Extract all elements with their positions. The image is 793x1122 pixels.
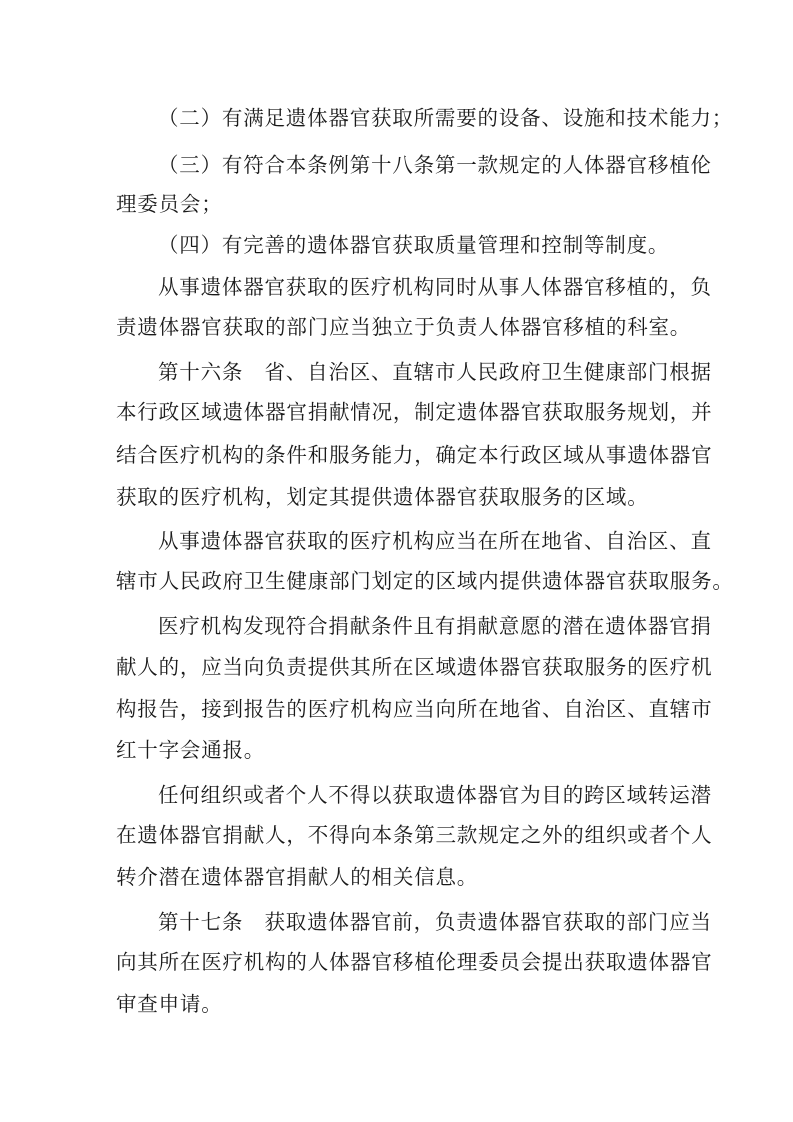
paragraph-line: 献人的，应当向负责提供其所在区域遗体器官获取服务的医疗机 (116, 655, 713, 679)
paragraph-line: 转介潜在遗体器官捐献人的相关信息。 (116, 865, 479, 889)
paragraph-line: 任何组织或者个人不得以获取遗体器官为目的跨区域转运潜 (158, 783, 712, 807)
article-17-line: 审查申请。 (116, 992, 223, 1016)
paragraph-line: 红十字会通报。 (116, 738, 266, 762)
paragraph-line: 医疗机构发现符合捐献条件且有捐献意愿的潜在遗体器官捐 (158, 614, 712, 638)
article-17-line: 向其所在医疗机构的人体器官移植伦理委员会提出获取遗体器官 (116, 950, 713, 974)
article-16-line: 获取的医疗机构，划定其提供遗体器官获取服务的区域。 (116, 485, 649, 509)
paragraph-line: 从事遗体器官获取的医疗机构应当在所在地省、自治区、直 (158, 529, 712, 553)
paragraph-line: 构报告，接到报告的医疗机构应当向所在地省、自治区、直辖市 (116, 697, 713, 721)
clause-3-line-2: 理委员会； (116, 192, 223, 216)
paragraph-line: 责遗体器官获取的部门应当独立于负责人体器官移植的科室。 (116, 315, 692, 339)
clause-2: （二）有满足遗体器官获取所需要的设备、设施和技术能力； (158, 106, 734, 130)
paragraph-line: 从事遗体器官获取的医疗机构同时从事人体器官移植的，负 (158, 275, 712, 299)
article-16-line: 本行政区域遗体器官捐献情况，制定遗体器官获取服务规划，并 (116, 400, 713, 424)
clause-3-line-1: （三）有符合本条例第十八条第一款规定的人体器官移植伦 (158, 153, 712, 177)
article-16-line: 第十六条 省、自治区、直辖市人民政府卫生健康部门根据 (158, 360, 712, 384)
article-17-line: 第十七条 获取遗体器官前，负责遗体器官获取的部门应当 (158, 910, 712, 934)
paragraph-line: 在遗体器官捐献人，不得向本条第三款规定之外的组织或者个人 (116, 823, 713, 847)
article-16-line: 结合医疗机构的条件和服务能力，确定本行政区域从事遗体器官 (116, 443, 713, 467)
clause-4: （四）有完善的遗体器官获取质量管理和控制等制度。 (158, 233, 670, 257)
paragraph-line: 辖市人民政府卫生健康部门划定的区域内提供遗体器官获取服务。 (116, 569, 734, 593)
